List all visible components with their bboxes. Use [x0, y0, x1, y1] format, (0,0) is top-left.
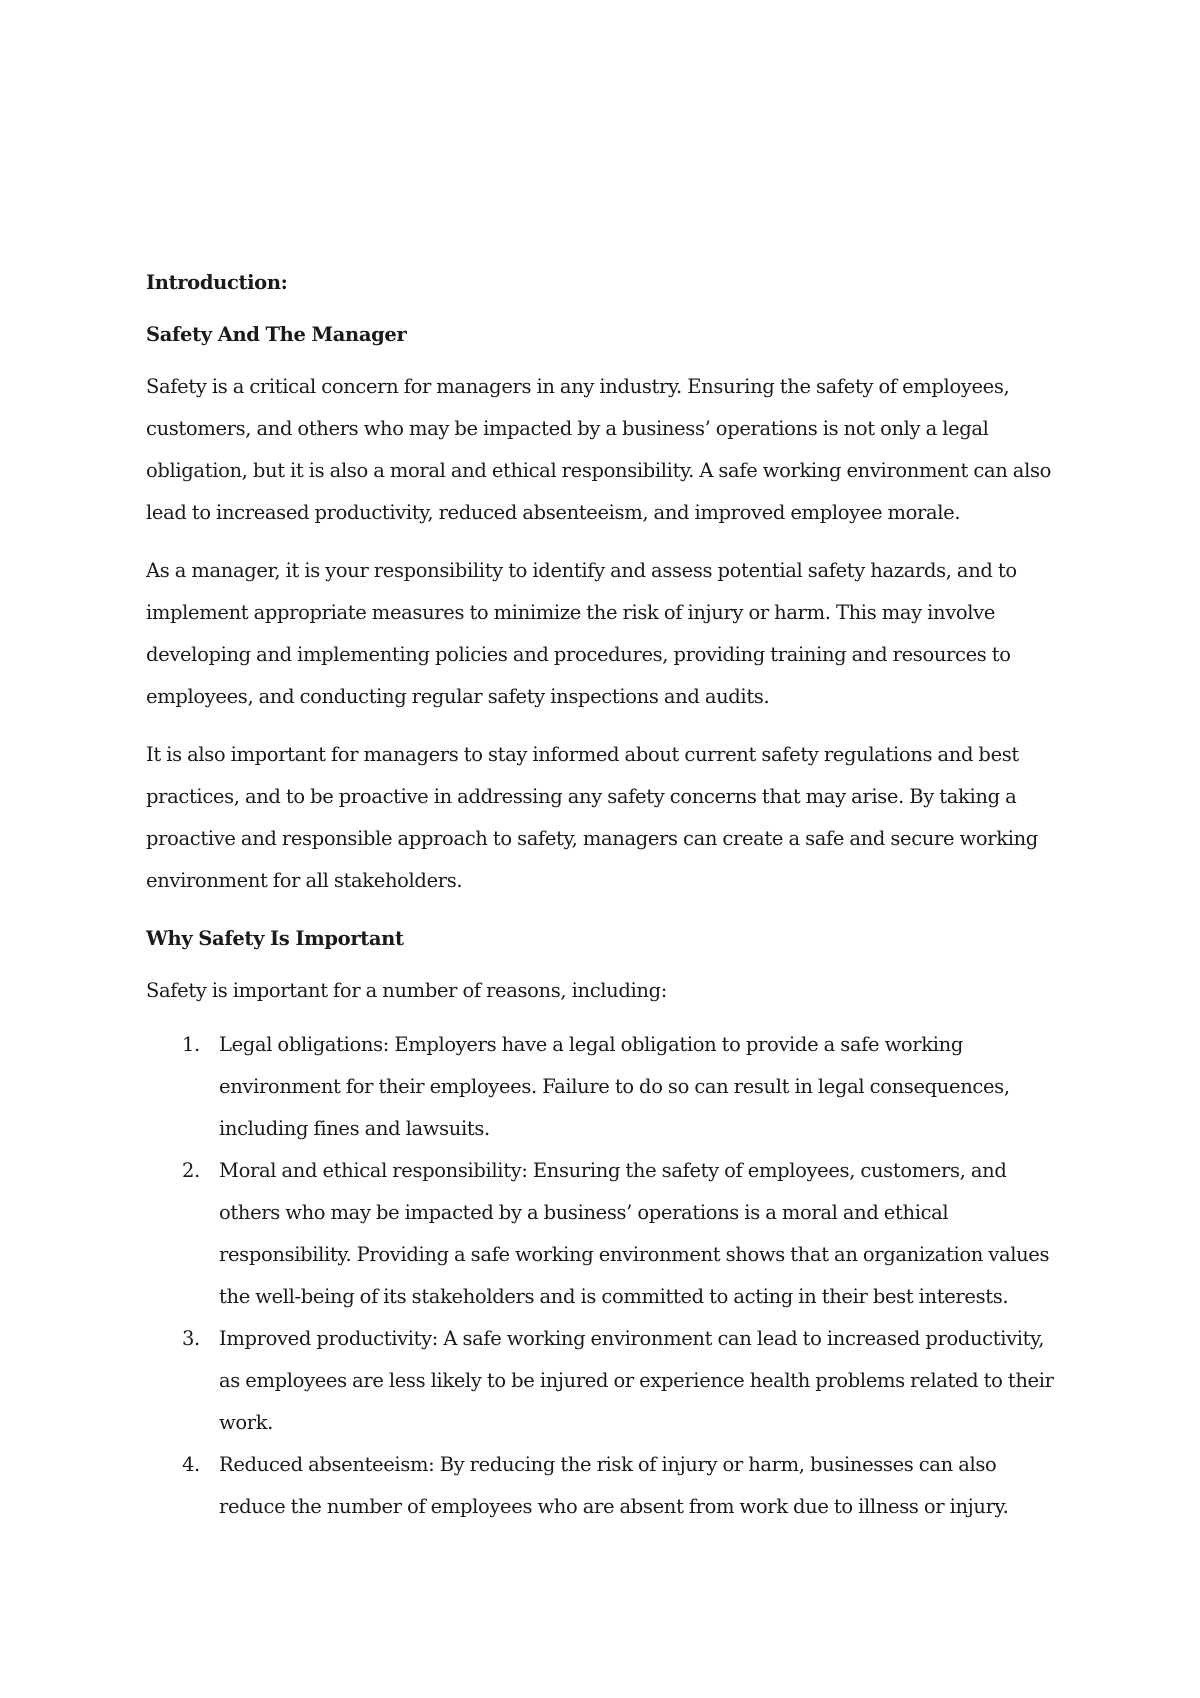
list-item: [146, 1444, 1066, 1528]
intro-heading: Introduction:: [146, 271, 288, 294]
section-title-why-safety-is-important: Why Safety Is Important: [146, 927, 404, 950]
list-item: [146, 1318, 1066, 1444]
paragraph: Safety is a critical concern for managers in any industry. Ensuring the safety of employees, customers, and others who may be impacted by a business’ operations is not only a legal obligation, but it is also a moral and ethical responsibility. A safe working environment can also lead to increased productivity, reduced absenteeism, and improved employee morale.: [146, 375, 1051, 524]
document-body: [146, 262, 1066, 1528]
list-item-text: Moral and ethical responsibility: Ensuring the safety of employees, customers, and others who may be impacted by a business’ operations is a moral and ethical responsibility. Providing a safe working environment shows that an organization values the well-being of its stakeholders and is committed to acting in their best interests.: [219, 1159, 1050, 1308]
paragraph: As a manager, it is your responsibility to identify and assess potential safety hazards, and to implement appropriate measures to minimize the risk of injury or harm. This may involve developing and implementing policies and procedures, providing training and resources to employees, and conducting regular safety inspections and audits.: [146, 559, 1017, 708]
list-item-number: 3.: [182, 1327, 200, 1350]
list-item-text: Improved productivity: A safe working environment can lead to increased productivity, as employees are less likely to be injured or experience health problems related to their work.: [219, 1327, 1054, 1434]
section-title-safety-and-the-manager: Safety And The Manager: [146, 323, 407, 346]
list-item-text: Legal obligations: Employers have a legal obligation to provide a safe working environment for their employees. Failure to do so can result in legal consequences, including fines and lawsuits.: [219, 1033, 1010, 1140]
list-intro-paragraph: Safety is important for a number of reasons, including:: [146, 979, 667, 1002]
list-item-number: 4.: [182, 1453, 200, 1476]
list-item: [146, 1024, 1066, 1150]
paragraph: It is also important for managers to stay informed about current safety regulations and best practices, and to be proactive in addressing any safety concerns that may arise. By taking a proactive and responsible approach to safety, managers can create a safe and secure working environment for all stakeholders.: [146, 743, 1038, 892]
list-item: [146, 1150, 1066, 1318]
reasons-list: [146, 1024, 1066, 1528]
list-item-number: 1.: [182, 1033, 200, 1056]
list-item-text: Reduced absenteeism: By reducing the risk of injury or harm, businesses can also reduce the number of employees who are absent from work due to illness or injury.: [219, 1453, 1009, 1518]
list-item-number: 2.: [182, 1159, 200, 1182]
